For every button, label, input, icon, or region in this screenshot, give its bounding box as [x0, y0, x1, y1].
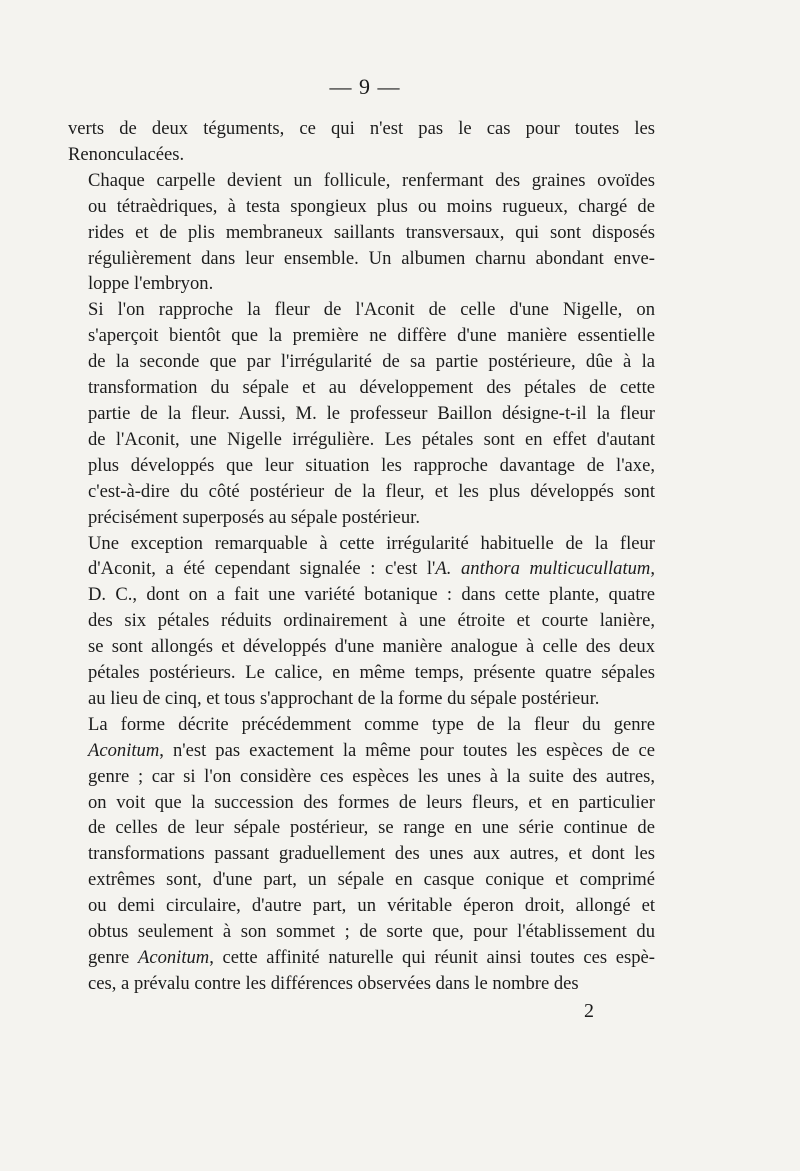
text-line: Renonculacées. [68, 143, 185, 165]
paragraph [68, 168, 655, 298]
page-number: — 9 — [329, 74, 401, 99]
text-line: d'Aconit, a été cependant signalée : c'est l'A. anthora multicucullatum, [88, 558, 655, 580]
text-line: Aconitum, n'est pas exactement la même pour toutes les espèces de ce [88, 739, 655, 761]
text-line: verts de deux téguments, ce qui n'est pas le cas pour toutes les [68, 118, 655, 139]
paragraph [68, 116, 655, 168]
text-line: rides et de plis membraneux saillants transversaux, qui sont disposés [88, 221, 655, 243]
text-line: de la seconde que par l'irrégularité de sa partie postérieure, dûe à la [88, 351, 655, 373]
text-line: au lieu de cinq, et tous s'approchant de la forme du sépale postérieur. [88, 687, 600, 709]
text-line: ou tétraèdriques, à testa spongieux plus ou moins rugueux, chargé de [88, 195, 655, 217]
text-line: genre Aconitum, cette affinité naturelle qui réunit ainsi toutes ces espè- [88, 947, 655, 968]
paragraph [68, 531, 655, 712]
text-line: pétales postérieurs. Le calice, en même temps, présente quatre sépales [88, 662, 655, 684]
text-line: obtus seulement à son sommet ; de sorte que, pour l'établissement du [88, 921, 655, 943]
paragraph [68, 712, 655, 997]
body-text [68, 116, 655, 997]
text-line: La forme décrite précédemment comme type de la fleur du genre [88, 713, 655, 735]
text-line: loppe l'embryon. [88, 273, 214, 295]
text-line: de celles de leur sépale postérieur, se range en une série continue de [88, 817, 655, 839]
text-line: extrêmes sont, d'une part, un sépale en casque conique et comprimé [88, 869, 655, 891]
text-line: transformation du sépale et au développement des pétales de cette [88, 377, 655, 399]
text-line: genre ; car si l'on considère ces espèces les unes à la suite des autres, [88, 765, 655, 787]
text-line: des six pétales réduits ordinairement à une étroite et courte lanière, [88, 610, 655, 632]
text-line: D. C., dont on a fait une variété botanique : dans cette plante, quatre [88, 584, 655, 606]
text-line: se sont allongés et développés d'une manière analogue à celle des deux [88, 636, 655, 658]
text-line: s'aperçoit bientôt que la première ne diffère d'une manière essentielle [88, 325, 655, 347]
text-line: Si l'on rapproche la fleur de l'Aconit de celle d'une Nigelle, on [88, 299, 655, 321]
text-line: on voit que la succession des formes de leurs fleurs, et en particulier [88, 791, 655, 813]
text-line: ou demi circulaire, d'autre part, un véritable éperon droit, allongé et [88, 895, 655, 917]
text-line: c'est-à-dire du côté postérieur de la fleur, et les plus développés sont [88, 480, 655, 502]
paragraph [68, 297, 655, 530]
text-line: transformations passant graduellement des unes aux autres, et dont les [88, 843, 655, 865]
text-line: partie de la fleur. Aussi, M. le professeur Baillon désigne-t-il la fleur [88, 402, 655, 424]
text-line: ces, a prévalu contre les différences observées dans le nombre des [88, 972, 579, 994]
signature-mark: 2 [584, 1000, 594, 1022]
text-line: de l'Aconit, une Nigelle irrégulière. Les pétales sont en effet d'autant [88, 428, 655, 450]
text-line: Chaque carpelle devient un follicule, renfermant des graines ovoïdes [88, 169, 655, 191]
text-line: régulièrement dans leur ensemble. Un albumen charnu abondant enve- [88, 247, 655, 269]
text-line: plus développés que leur situation les rapproche davantage de l'axe, [88, 454, 655, 476]
text-line: Une exception remarquable à cette irrégularité habituelle de la fleur [88, 532, 655, 554]
text-line: précisément superposés au sépale postérieur. [88, 506, 420, 528]
